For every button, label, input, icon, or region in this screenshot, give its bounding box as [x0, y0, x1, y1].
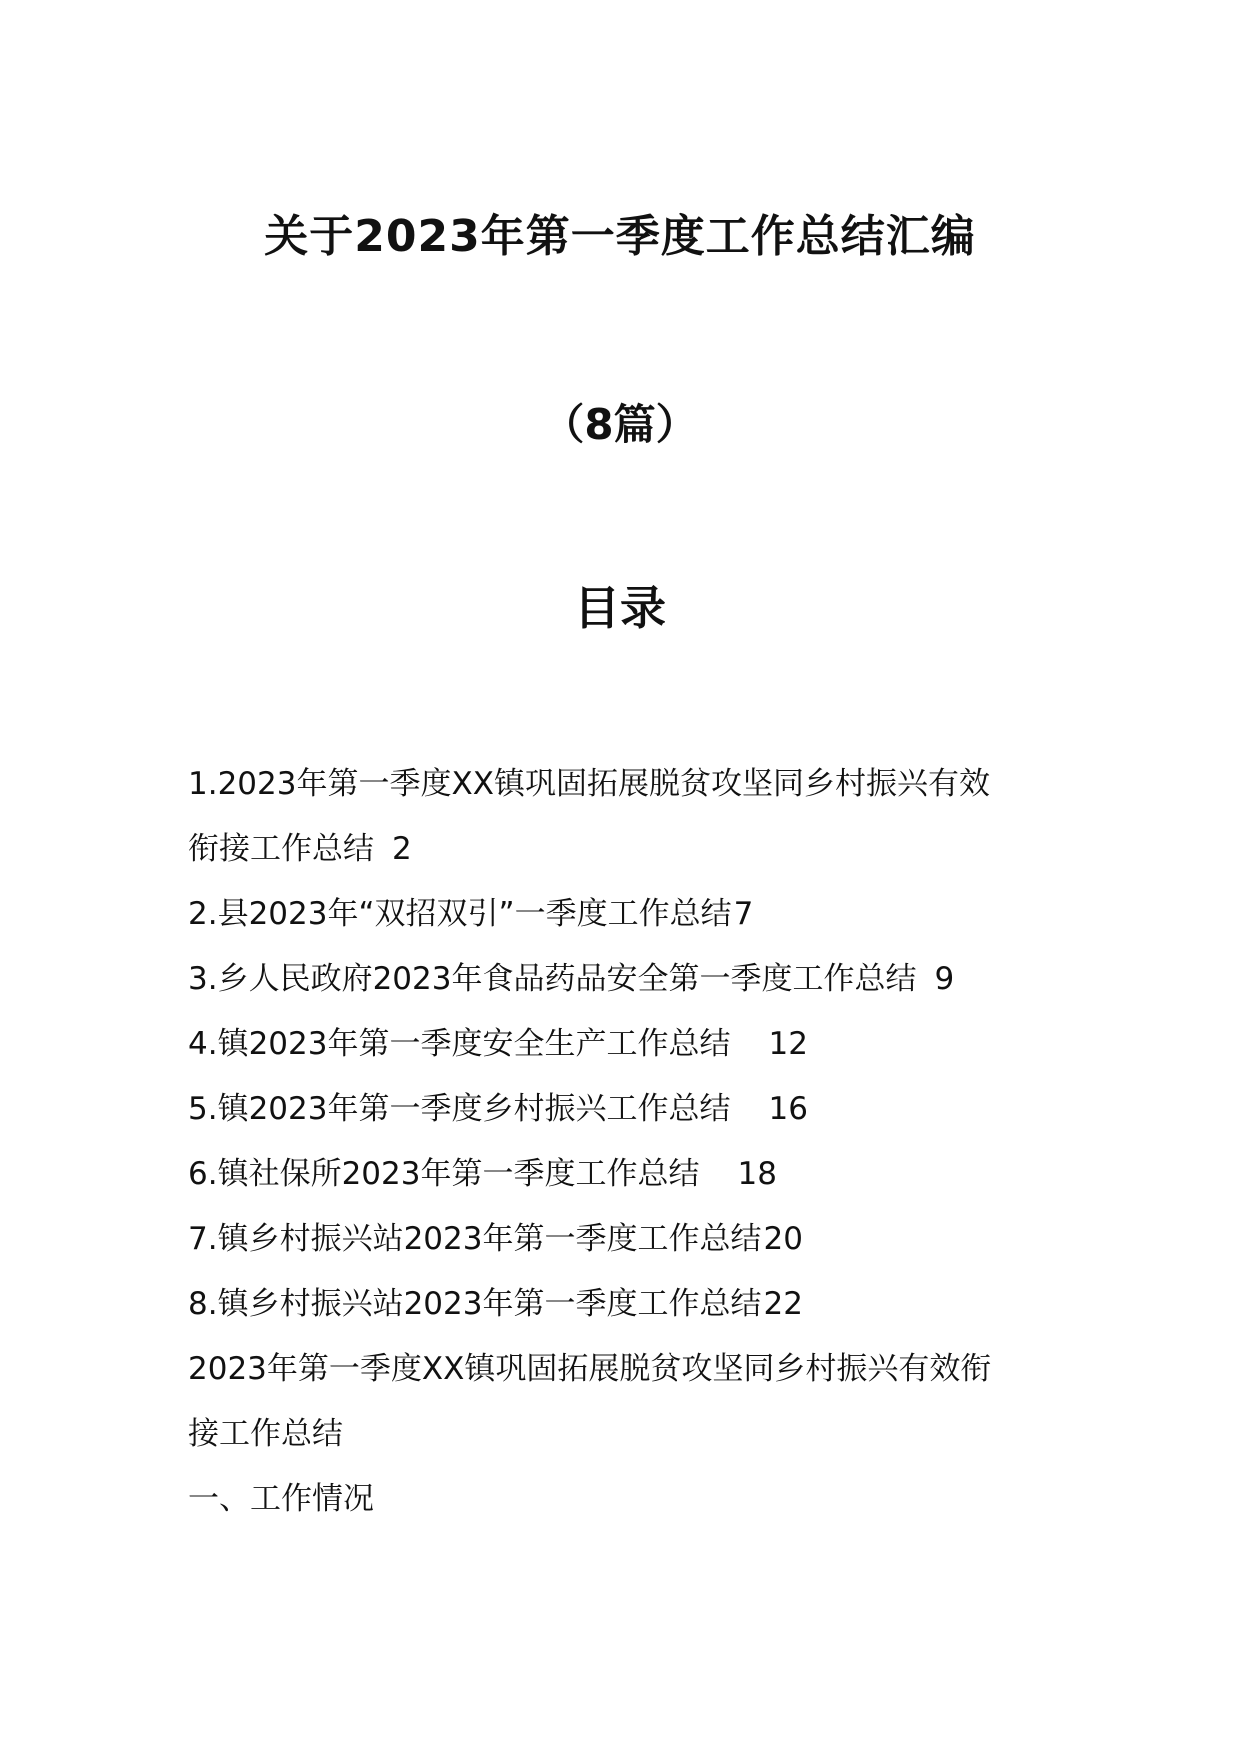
document-body: [188, 752, 1068, 1532]
toc-entry-1-line1[interactable]: 1.2023年第一季度XX镇巩固拓展脱贫攻坚同乡村振兴有效: [188, 766, 990, 802]
toc-entry-4[interactable]: [188, 1012, 1068, 1077]
toc-entry-2[interactable]: [188, 882, 1068, 947]
toc-entry-5[interactable]: [188, 1077, 1068, 1142]
toc-page-number: 9: [934, 961, 955, 997]
article-title-line2: 接工作总结: [188, 1416, 343, 1452]
toc-entry-text: 8.镇乡村振兴站2023年第一季度工作总结: [188, 1286, 762, 1322]
toc-heading: 目录: [574, 581, 666, 635]
toc-page-number: 7: [733, 896, 754, 932]
table-of-contents: [188, 752, 1068, 1337]
toc-page-number: 12: [768, 1026, 808, 1062]
toc-entry-7[interactable]: [188, 1207, 1068, 1272]
toc-entry-text: 7.镇乡村振兴站2023年第一季度工作总结: [188, 1221, 762, 1257]
toc-entry-8[interactable]: [188, 1272, 1068, 1337]
toc-page-number: 2: [392, 831, 412, 867]
toc-entry-text: 衔接工作总结: [188, 831, 374, 867]
first-article: [188, 1337, 1068, 1532]
article-title-line1: 2023年第一季度XX镇巩固拓展脱贫攻坚同乡村振兴有效衔: [188, 1351, 992, 1387]
toc-page-number: 20: [763, 1221, 803, 1257]
toc-entry-3[interactable]: [188, 947, 1068, 1012]
section-heading: 一、工作情况: [188, 1481, 374, 1517]
toc-entry-text: 4.镇2023年第一季度安全生产工作总结: [188, 1026, 731, 1062]
toc-entry-text: 5.镇2023年第一季度乡村振兴工作总结: [188, 1091, 731, 1127]
toc-entry-1-line2[interactable]: [188, 817, 1068, 882]
toc-page-number: 22: [763, 1286, 803, 1322]
toc-entry-6[interactable]: [188, 1142, 1068, 1207]
document-subtitle: （8篇）: [542, 400, 698, 449]
toc-entry-text: 6.镇社保所2023年第一季度工作总结: [188, 1156, 700, 1192]
toc-page-number: 18: [737, 1156, 777, 1192]
toc-page-number: 16: [768, 1091, 808, 1127]
toc-entry-text: 3.乡人民政府2023年食品药品安全第一季度工作总结: [188, 961, 917, 997]
toc-entry-text: 2.县2023年“双招双引”一季度工作总结: [188, 896, 732, 932]
document-title: 关于2023年第一季度工作总结汇编: [264, 211, 976, 262]
